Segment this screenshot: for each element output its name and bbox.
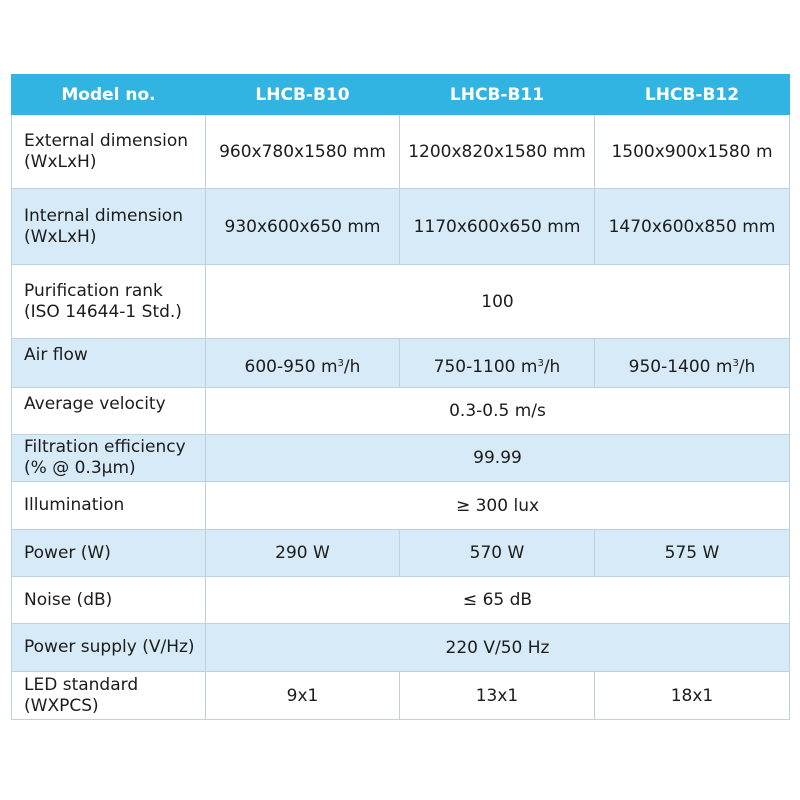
label-line-1: Filtration efficiency (24, 437, 186, 457)
cell-b11: 1200x820x1580 mm (400, 115, 595, 189)
cell-all-models: 0.3-0.5 m/s (206, 388, 790, 435)
row-label: Noise (dB) (12, 577, 206, 624)
cell-all-models: 100 (206, 265, 790, 339)
cell-b12: 575 W (595, 530, 790, 577)
spec-table (11, 74, 790, 720)
airflow-unit: /h (738, 357, 756, 377)
airflow-unit: /h (543, 357, 561, 377)
row-label (12, 265, 206, 339)
airflow-exponent: 3 (337, 358, 344, 369)
airflow-exponent: 3 (732, 358, 739, 369)
row-average-velocity (12, 388, 790, 435)
header-row (12, 75, 790, 115)
label-line-2: (WXPCS) (24, 695, 99, 716)
header-lhcb-b10: LHCB-B10 (206, 75, 400, 115)
cell-b12: 18x1 (595, 672, 790, 720)
row-purification-rank (12, 265, 790, 339)
cell-b11 (400, 339, 595, 388)
row-filtration-efficiency (12, 435, 790, 482)
cell-b12: 1500x900x1580 m (595, 115, 790, 189)
row-label: Power supply (V/Hz) (12, 624, 206, 672)
row-label (12, 435, 206, 482)
row-external-dimension (12, 115, 790, 189)
label-line-2: (WxLxH) (24, 226, 97, 247)
label-line-1: Purification rank (24, 280, 163, 301)
row-noise (12, 577, 790, 624)
label-line-2: (% @ 0.3μm) (24, 458, 136, 478)
row-label: Power (W) (12, 530, 206, 577)
row-air-flow (12, 339, 790, 388)
cell-b10: 9x1 (206, 672, 400, 720)
row-label: Air flow (12, 339, 206, 388)
cell-b10: 930x600x650 mm (206, 189, 400, 265)
label-line-2: (WxLxH) (24, 151, 97, 172)
row-label (12, 115, 206, 189)
cell-b12: 1470x600x850 mm (595, 189, 790, 265)
label-line-1: Internal dimension (24, 205, 183, 226)
row-power-supply (12, 624, 790, 672)
cell-b11: 570 W (400, 530, 595, 577)
row-label (12, 189, 206, 265)
cell-all-models: 99.99 (206, 435, 790, 482)
cell-b12 (595, 339, 790, 388)
airflow-unit: /h (343, 357, 361, 377)
cell-all-models: ≤ 65 dB (206, 577, 790, 624)
airflow-value: 950-1400 m (628, 357, 733, 377)
row-label: Average velocity (12, 388, 206, 435)
row-label (12, 672, 206, 720)
header-model-no: Model no. (12, 75, 206, 115)
row-internal-dimension (12, 189, 790, 265)
cell-all-models: 220 V/50 Hz (206, 624, 790, 672)
header-lhcb-b11: LHCB-B11 (400, 75, 595, 115)
airflow-value: 750-1100 m (433, 357, 538, 377)
label-line-1: External dimension (24, 130, 188, 151)
row-illumination (12, 482, 790, 530)
cell-all-models: ≥ 300 lux (206, 482, 790, 530)
airflow-exponent: 3 (537, 358, 544, 369)
row-led-standard (12, 672, 790, 720)
label-line-2: (ISO 14644-1 Std.) (24, 301, 182, 322)
row-label: Illumination (12, 482, 206, 530)
label-line-1: LED standard (24, 674, 139, 695)
cell-b10: 960x780x1580 mm (206, 115, 400, 189)
airflow-value: 600-950 m (244, 357, 338, 377)
row-power (12, 530, 790, 577)
cell-b11: 1170x600x650 mm (400, 189, 595, 265)
cell-b10: 290 W (206, 530, 400, 577)
cell-b10 (206, 339, 400, 388)
header-lhcb-b12: LHCB-B12 (595, 75, 790, 115)
cell-b11: 13x1 (400, 672, 595, 720)
